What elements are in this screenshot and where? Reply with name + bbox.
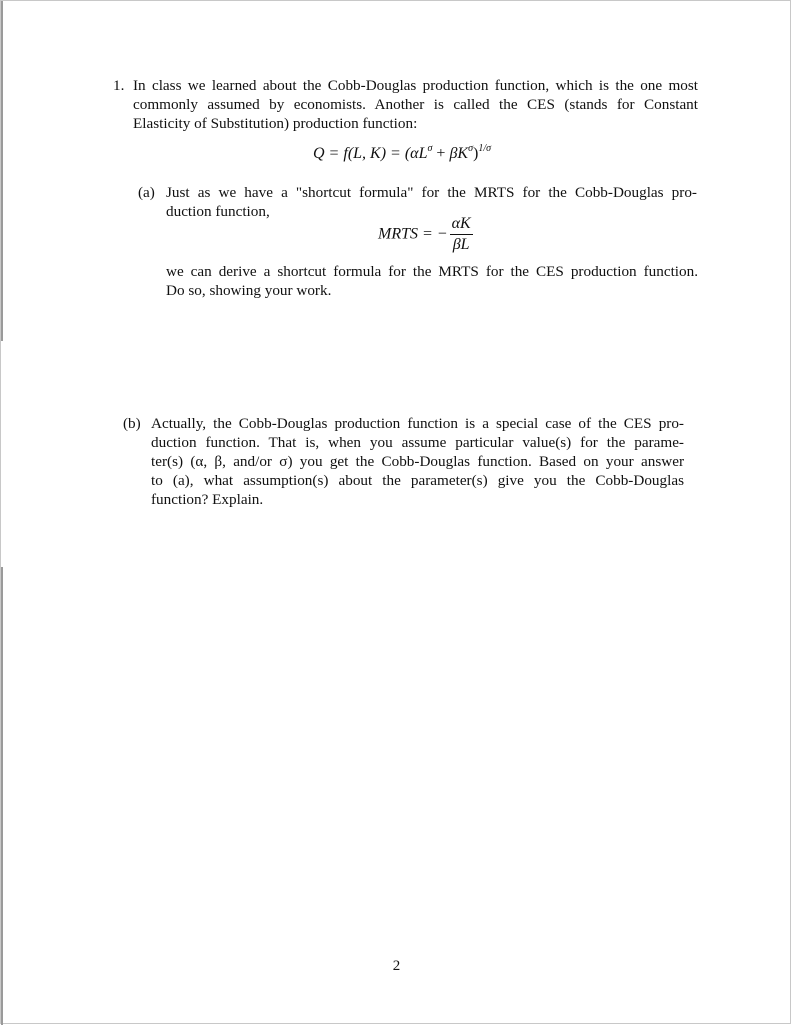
ces-sigma-exp-2: σ <box>468 143 474 154</box>
part-b-line-2: duction function. That is, when you assume particular value(s) for the parame- <box>151 434 684 451</box>
part-a-line-1: Just as we have a "shortcut formula" for the MRTS for the Cobb-Douglas pro- <box>166 184 697 201</box>
mrts-denominator: βL <box>452 236 470 253</box>
ces-func: f <box>343 145 348 162</box>
part-a-label: (a) <box>138 184 155 201</box>
left-edge-mark-bottom <box>1 567 3 1025</box>
part-b-line-4: to (a), what assumption(s) about the parameter(s) give you the Cobb-Douglas <box>151 472 684 489</box>
question-number: 1. <box>113 77 125 94</box>
mrts-numerator: αK <box>450 215 473 235</box>
mrts-formula <box>378 215 473 254</box>
part-a-line-3: we can derive a shortcut formula for the MRTS for the CES production function. <box>166 263 698 280</box>
ces-outer-exp: 1/σ <box>478 143 492 154</box>
ces-beta-term: βK <box>449 145 469 162</box>
mrts-fraction <box>450 215 473 254</box>
ces-plus: + <box>432 145 450 162</box>
left-edge-mark-top <box>1 1 3 341</box>
part-b-label: (b) <box>123 415 141 432</box>
intro-line-3: Elasticity of Substitution) production function: <box>133 115 418 132</box>
part-b-line-1: Actually, the Cobb-Douglas production function is a special case of the CES pro- <box>151 415 684 432</box>
ces-formula <box>313 145 491 163</box>
ces-close: ) <box>473 145 479 162</box>
part-b-line-3: ter(s) (α, β, and/or σ) you get the Cobb-Douglas function. Based on your answer <box>151 453 684 470</box>
ces-alpha-term: αL <box>410 145 428 162</box>
mrts-lhs: MRTS = − <box>378 225 448 243</box>
ces-sigma-exp-1: σ <box>427 143 433 154</box>
part-b-line-5: function? Explain. <box>151 491 264 508</box>
ces-args: (L, K) = ( <box>347 145 411 162</box>
ces-lhs: Q = <box>313 145 344 162</box>
intro-line-1: In class we learned about the Cobb-Douglas production function, which is the one most <box>133 77 698 94</box>
part-a-line-2: duction function, <box>166 203 270 220</box>
page-number: 2 <box>392 958 401 974</box>
part-a-line-4: Do so, showing your work. <box>166 282 332 299</box>
intro-line-2: commonly assumed by economists. Another is called the CES (stands for Constant <box>133 96 698 113</box>
